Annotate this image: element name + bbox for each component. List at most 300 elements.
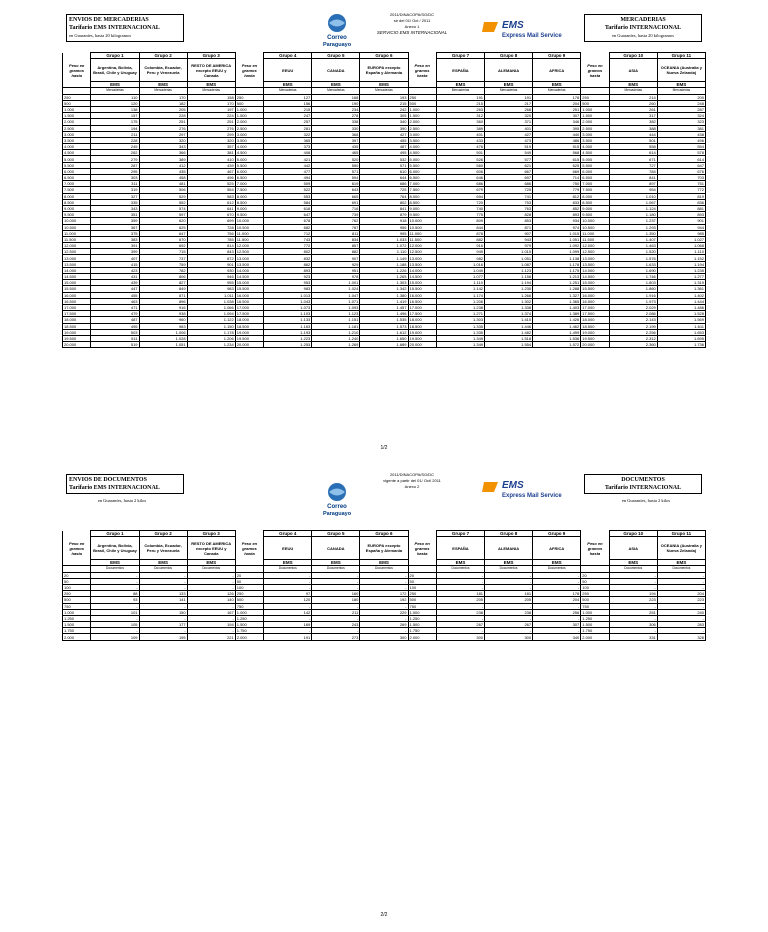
rate-cell: 832 bbox=[264, 255, 312, 261]
rate-cell: 619 bbox=[312, 181, 360, 187]
rate-cell: 1.349 bbox=[436, 335, 484, 341]
weight-cell: 1.250 bbox=[581, 615, 609, 621]
rate-cell: - bbox=[485, 572, 533, 578]
rate-cell: 686 bbox=[436, 181, 484, 187]
rate-cell: 1.068 bbox=[657, 243, 705, 249]
weight-cell: 50 bbox=[408, 578, 436, 584]
weight-cell: 11.500 bbox=[581, 236, 609, 242]
rate-cell: 647 bbox=[657, 162, 705, 168]
group-header: Grupo 10 bbox=[609, 53, 657, 59]
rate-cell: 312 bbox=[436, 113, 484, 119]
rate-cell: - bbox=[533, 628, 581, 634]
ems-label: EMS bbox=[312, 82, 360, 88]
weight-cell: 3.000 bbox=[235, 131, 263, 137]
weight-cell: 1.750 bbox=[408, 628, 436, 634]
rate-cell: 1.038 bbox=[187, 298, 235, 304]
rate-cell: 197 bbox=[187, 106, 235, 112]
rate-cell: 1.916 bbox=[609, 292, 657, 298]
title-right: DOCUMENTOS bbox=[621, 477, 665, 483]
weight-cell: 1.750 bbox=[581, 628, 609, 634]
rate-cell: 267 bbox=[485, 622, 533, 628]
rate-cell: 739 bbox=[312, 212, 360, 218]
rate-cell: 383 bbox=[91, 236, 139, 242]
rate-cell: 126 bbox=[187, 591, 235, 597]
weight-cell: 18.500 bbox=[581, 323, 609, 329]
rate-cell: - bbox=[139, 584, 187, 590]
weight-cell: 11.500 bbox=[235, 236, 263, 242]
rate-cell: - bbox=[436, 628, 484, 634]
rate-cell: 399 bbox=[91, 249, 139, 255]
rate-cell: 193 bbox=[360, 94, 408, 100]
rate-cell: 447 bbox=[91, 286, 139, 292]
weight-cell: 15.000 bbox=[581, 280, 609, 286]
rate-cell: - bbox=[187, 584, 235, 590]
rate-cell: 511 bbox=[91, 335, 139, 341]
rate-cell: 982 bbox=[436, 255, 484, 261]
rate-cell: 357 bbox=[187, 144, 235, 150]
rate-cell: 670 bbox=[187, 212, 235, 218]
rate-cell: 682 bbox=[264, 224, 312, 230]
weight-cell: 4.500 bbox=[63, 150, 91, 156]
weight-cell: 10.500 bbox=[408, 224, 436, 230]
rate-cell: 204 bbox=[533, 597, 581, 603]
weight-cell: 20 bbox=[581, 572, 609, 578]
region-header: EEUU bbox=[264, 59, 312, 82]
rate-cell: - bbox=[91, 615, 139, 621]
type-label: Mercaderias bbox=[436, 88, 484, 94]
rate-cell: 1.238 bbox=[436, 304, 484, 310]
rate-cell: - bbox=[533, 584, 581, 590]
weight-cell: 3.500 bbox=[408, 137, 436, 143]
rate-cell: 1.689 bbox=[360, 342, 408, 348]
weight-cell: 14.500 bbox=[235, 274, 263, 280]
rate-cell: 1.047 bbox=[312, 292, 360, 298]
rate-cell: 297 bbox=[139, 131, 187, 137]
group-header: Grupo 3 bbox=[187, 53, 235, 59]
rate-cell: 1.271 bbox=[436, 311, 484, 317]
weight-cell: 250 bbox=[235, 591, 263, 597]
weight-cell: 7.500 bbox=[235, 187, 263, 193]
rate-cell: 423 bbox=[91, 267, 139, 273]
rate-cell: 1.237 bbox=[609, 218, 657, 224]
paraguayo-word: Paraguayo bbox=[322, 42, 352, 48]
rate-cell: 955 bbox=[187, 280, 235, 286]
rate-cell: 953 bbox=[264, 280, 312, 286]
rate-cell: 1.335 bbox=[436, 329, 484, 335]
rate-cell: 343 bbox=[139, 144, 187, 150]
rate-cell: 949 bbox=[436, 249, 484, 255]
weight-cell: 6.000 bbox=[235, 168, 263, 174]
rate-cell: 750 bbox=[533, 181, 581, 187]
weight-cell: 5.500 bbox=[581, 162, 609, 168]
weight-cell: 1.500 bbox=[408, 622, 436, 628]
rate-cell: 431 bbox=[91, 274, 139, 280]
region-header: OCEANIA (Australia y Nueva Zelanda) bbox=[657, 537, 705, 560]
weight-cell: 7.000 bbox=[581, 181, 609, 187]
rate-cell: 665 bbox=[312, 193, 360, 199]
rate-cell: 1.071 bbox=[312, 298, 360, 304]
page-documents bbox=[62, 472, 706, 918]
rate-cell: 320 bbox=[187, 137, 235, 143]
annex: Anexo 2 bbox=[404, 484, 420, 489]
weight-cell: 19.500 bbox=[581, 335, 609, 341]
rate-cell: 444 bbox=[609, 131, 657, 137]
rate-cell: 568 bbox=[533, 150, 581, 156]
rate-cell: 467 bbox=[187, 168, 235, 174]
rate-cell: 180 bbox=[312, 597, 360, 603]
weight-cell: 6.500 bbox=[235, 175, 263, 181]
weight-cell: 1.500 bbox=[408, 113, 436, 119]
rate-cell: 1.335 bbox=[436, 323, 484, 329]
rate-cell: - bbox=[657, 572, 705, 578]
rate-cell: 583 bbox=[187, 193, 235, 199]
rate-cell: 1.746 bbox=[609, 274, 657, 280]
rate-cell: 594 bbox=[312, 175, 360, 181]
rate-cell: 1.093 bbox=[312, 304, 360, 310]
weight-cell: 13.500 bbox=[235, 261, 263, 267]
rate-cell: 224 bbox=[187, 113, 235, 119]
rate-cell: 995 bbox=[360, 230, 408, 236]
rate-cell: 727 bbox=[609, 162, 657, 168]
weight-header: Peso en gramos hasta bbox=[63, 59, 91, 82]
rate-cell: 279 bbox=[91, 156, 139, 162]
rate-cell: 181 bbox=[485, 591, 533, 597]
rate-cell: 440 bbox=[533, 131, 581, 137]
weight-cell: 4.500 bbox=[408, 150, 436, 156]
rate-cell: - bbox=[91, 572, 139, 578]
rate-cell: 764 bbox=[360, 193, 408, 199]
weight-cell: 17.500 bbox=[408, 311, 436, 317]
ref-code: 2011/DINACOPA/SG/DC bbox=[389, 12, 435, 17]
weight-cell: 500 bbox=[581, 100, 609, 106]
rate-cell: 1.520 bbox=[609, 249, 657, 255]
rate-cell: 1.253 bbox=[264, 342, 312, 348]
rate-cell: 1.178 bbox=[533, 261, 581, 267]
rate-cell: 694 bbox=[436, 193, 484, 199]
rate-cell: 397 bbox=[312, 137, 360, 143]
rate-cell: 520 bbox=[312, 156, 360, 162]
rate-cell: 389 bbox=[139, 156, 187, 162]
rate-cell: 1.210 bbox=[312, 329, 360, 335]
rate-cell: 1.612 bbox=[360, 329, 408, 335]
weight-cell: 1.000 bbox=[63, 609, 91, 615]
rate-cell: 1.361 bbox=[657, 286, 705, 292]
rate-cell: 1.288 bbox=[533, 286, 581, 292]
rate-cell: 169 bbox=[264, 622, 312, 628]
weight-cell: 750 bbox=[63, 603, 91, 609]
rate-cell: 194 bbox=[187, 622, 235, 628]
rate-cell: - bbox=[187, 615, 235, 621]
region-header: ASIA bbox=[609, 537, 657, 560]
rate-cell: 775 bbox=[436, 212, 484, 218]
weight-cell: 16.000 bbox=[63, 292, 91, 298]
rate-cell: 1.213 bbox=[533, 274, 581, 280]
weight-cell: 500 bbox=[235, 597, 263, 603]
weight-cell: 500 bbox=[63, 597, 91, 603]
rate-cell: - bbox=[139, 615, 187, 621]
correo-word: Correo bbox=[327, 35, 347, 41]
rate-cell: 918 bbox=[360, 218, 408, 224]
rate-cell: 1.181 bbox=[312, 323, 360, 329]
ems-label: EMS bbox=[360, 560, 408, 566]
rate-cell: 1.194 bbox=[657, 261, 705, 267]
type-label: Documentos bbox=[485, 566, 533, 572]
rate-cell: 1.611 bbox=[657, 323, 705, 329]
rate-cell: - bbox=[91, 578, 139, 584]
weight-cell: 9.000 bbox=[581, 205, 609, 211]
rate-cell: 109 bbox=[91, 634, 139, 640]
weight-cell: 14.000 bbox=[235, 267, 263, 273]
rate-cell: 1.860 bbox=[609, 286, 657, 292]
rate-cell: 223 bbox=[609, 597, 657, 603]
weight-cell: 9.500 bbox=[408, 212, 436, 218]
ems-subtext: Express Mail Service bbox=[502, 493, 562, 499]
weight-cell: 5.500 bbox=[408, 162, 436, 168]
rate-cell: 725 bbox=[485, 187, 533, 193]
group-header: Grupo 2 bbox=[139, 53, 187, 59]
weight-cell: 5.500 bbox=[235, 162, 263, 168]
title-right-2: Tarifario INTERNACIONAL bbox=[604, 485, 682, 491]
type-label: Mercaderias bbox=[91, 88, 139, 94]
rate-cell: 647 bbox=[139, 230, 187, 236]
weight-cell: 18.000 bbox=[581, 317, 609, 323]
weight-cell: 14.500 bbox=[408, 274, 436, 280]
rate-cell: - bbox=[436, 615, 484, 621]
weight-cell: 16.500 bbox=[581, 298, 609, 304]
weight-cell: 17.500 bbox=[581, 311, 609, 317]
region-header: OCEANIA (Australia y Nueva Zelanda) bbox=[657, 59, 705, 82]
rate-cell: 751 bbox=[657, 181, 705, 187]
rate-cell: 1.277 bbox=[657, 274, 705, 280]
rate-cell: 281 bbox=[264, 125, 312, 131]
rate-cell: - bbox=[360, 578, 408, 584]
rate-cell: 251 bbox=[187, 119, 235, 125]
weight-cell: 9.000 bbox=[408, 205, 436, 211]
rate-cell: 787 bbox=[312, 224, 360, 230]
rate-cell: 772 bbox=[657, 187, 705, 193]
rate-cell: - bbox=[609, 572, 657, 578]
rate-cell: 852 bbox=[533, 205, 581, 211]
rate-cell: 954 bbox=[609, 187, 657, 193]
rate-cell: - bbox=[264, 628, 312, 634]
rate-cell: 983 bbox=[139, 323, 187, 329]
rate-cell: 140 bbox=[187, 597, 235, 603]
rate-cell: 395 bbox=[533, 125, 581, 131]
rate-cell: 410 bbox=[187, 156, 235, 162]
rate-cell: 120 bbox=[91, 100, 139, 106]
rate-cell: 476 bbox=[436, 144, 484, 150]
group-header: Grupo 3 bbox=[187, 531, 235, 537]
rate-cell: 2.199 bbox=[609, 323, 657, 329]
subtitle-left: en Guaraníes, hasta 2 kilos bbox=[97, 498, 147, 503]
weight-cell: 7.000 bbox=[235, 181, 263, 187]
paraguayo-word: Paraguayo bbox=[322, 511, 352, 516]
weight-cell: 19.500 bbox=[235, 335, 263, 341]
weight-cell: 500 bbox=[235, 100, 263, 106]
rate-cell: - bbox=[91, 628, 139, 634]
weight-cell: 6.500 bbox=[408, 175, 436, 181]
rate-cell: 317 bbox=[609, 113, 657, 119]
weight-cell: 250 bbox=[63, 591, 91, 597]
rate-cell: 938 bbox=[139, 311, 187, 317]
weight-cell: 11.500 bbox=[408, 236, 436, 242]
rate-cell: 1.234 bbox=[187, 342, 235, 348]
weight-cell: 8.000 bbox=[235, 193, 263, 199]
rate-cell: 725 bbox=[360, 187, 408, 193]
rate-cell: 267 bbox=[436, 622, 484, 628]
rate-cell: 1.013 bbox=[264, 292, 312, 298]
rate-cell: - bbox=[264, 584, 312, 590]
type-label: Documentos bbox=[533, 566, 581, 572]
rate-cell: 802 bbox=[264, 249, 312, 255]
rate-cell: 1.051 bbox=[139, 342, 187, 348]
weight-cell: 500 bbox=[408, 100, 436, 106]
rate-cell: 1.389 bbox=[533, 311, 581, 317]
group-header: Grupo 7 bbox=[436, 53, 484, 59]
rate-cell: 526 bbox=[436, 156, 484, 162]
rate-cell: 784 bbox=[609, 168, 657, 174]
correo-paraguayo-logo bbox=[312, 12, 362, 50]
rate-cell: 390 bbox=[360, 125, 408, 131]
rate-cell: 458 bbox=[139, 175, 187, 181]
rate-cell: 553 bbox=[264, 193, 312, 199]
rate-cell: 238 bbox=[436, 609, 484, 615]
rate-cell: - bbox=[264, 578, 312, 584]
rate-cell: 97 bbox=[264, 591, 312, 597]
rate-cell: 200 bbox=[657, 94, 705, 100]
rate-cell: 240 bbox=[657, 609, 705, 615]
weight-cell: 3.500 bbox=[581, 137, 609, 143]
weight-cell: 4.000 bbox=[581, 144, 609, 150]
table-row bbox=[63, 634, 706, 640]
rate-cell: 1.087 bbox=[485, 261, 533, 267]
rate-cell: 2.256 bbox=[609, 329, 657, 335]
weight-cell: 12.000 bbox=[235, 243, 263, 249]
rate-cell: 772 bbox=[264, 243, 312, 249]
rate-cell: 287 bbox=[657, 106, 705, 112]
rate-cell: 191 bbox=[485, 94, 533, 100]
group-header: Grupo 6 bbox=[360, 53, 408, 59]
rate-cell: 371 bbox=[485, 119, 533, 125]
rate-cell: 351 bbox=[91, 212, 139, 218]
weight-cell: 100 bbox=[235, 584, 263, 590]
weight-cell: 18.000 bbox=[235, 317, 263, 323]
weight-cell: 11.500 bbox=[63, 236, 91, 242]
region-header: ESPAÑA bbox=[436, 537, 484, 560]
rate-cell: 479 bbox=[91, 311, 139, 317]
rate-cell: 127 bbox=[264, 94, 312, 100]
weight-cell: 5.000 bbox=[235, 156, 263, 162]
title-left: ENVIOS DE DOCUMENTOS bbox=[69, 477, 147, 483]
weight-cell: 15.500 bbox=[581, 286, 609, 292]
header-center-info bbox=[362, 472, 462, 490]
rate-cell: 712 bbox=[264, 230, 312, 236]
rate-cell: 360 bbox=[436, 119, 484, 125]
rate-cell: - bbox=[187, 628, 235, 634]
rate-cell: 1.528 bbox=[657, 311, 705, 317]
rate-cell: 1.303 bbox=[360, 280, 408, 286]
weight-cell: 20.000 bbox=[63, 342, 91, 348]
rate-cell: - bbox=[609, 628, 657, 634]
weight-cell: 9.000 bbox=[63, 205, 91, 211]
weight-cell: 1.000 bbox=[581, 106, 609, 112]
rate-cell: 1.043 bbox=[264, 298, 312, 304]
weight-cell: 20.000 bbox=[408, 342, 436, 348]
group-header: Grupo 9 bbox=[533, 531, 581, 537]
type-label: Documentos bbox=[91, 566, 139, 572]
rate-cell: 1.349 bbox=[436, 342, 484, 348]
rate-cell: 138 bbox=[91, 106, 139, 112]
rate-cell: - bbox=[360, 572, 408, 578]
ems-label: EMS bbox=[91, 560, 139, 566]
rate-cell: 331 bbox=[609, 634, 657, 640]
group-header: Grupo 1 bbox=[91, 53, 139, 59]
rate-cell: 389 bbox=[436, 125, 484, 131]
rate-cell: 1.188 bbox=[360, 261, 408, 267]
rate-cell: 616 bbox=[264, 205, 312, 211]
rate-cell: 1.175 bbox=[533, 267, 581, 273]
rate-cell: 669 bbox=[533, 168, 581, 174]
rate-cell: 1.653 bbox=[657, 329, 705, 335]
rate-cell: 615 bbox=[533, 156, 581, 162]
type-label: Documentos bbox=[360, 566, 408, 572]
weight-cell: 14.000 bbox=[408, 267, 436, 273]
rate-cell: 1.110 bbox=[657, 249, 705, 255]
rate-cell: 205 bbox=[436, 597, 484, 603]
rate-cell: 1.535 bbox=[360, 317, 408, 323]
page-number: 1/2 bbox=[380, 445, 388, 451]
rate-cell: 1.133 bbox=[264, 317, 312, 323]
rate-cell: 501 bbox=[609, 137, 657, 143]
rate-cell: 956 bbox=[360, 224, 408, 230]
rate-cell: 550 bbox=[312, 162, 360, 168]
service-name: SERVICIO EMS INTERNACIONAL bbox=[376, 30, 448, 35]
rate-cell: 1.573 bbox=[360, 323, 408, 329]
weight-cell: 2.000 bbox=[581, 634, 609, 640]
weight-cell: 500 bbox=[408, 597, 436, 603]
rate-cell: 415 bbox=[91, 261, 139, 267]
rate-cell: 893 bbox=[657, 212, 705, 218]
rate-cell: 101 bbox=[91, 609, 139, 615]
rate-cell: 427 bbox=[485, 131, 533, 137]
rate-cell: 247 bbox=[264, 113, 312, 119]
rate-cell: 577 bbox=[485, 156, 533, 162]
weight-cell: 3.000 bbox=[581, 131, 609, 137]
rate-cell: 597 bbox=[139, 212, 187, 218]
rate-cell: - bbox=[360, 584, 408, 590]
rate-cell: 1.462 bbox=[533, 323, 581, 329]
rate-cell: 215 bbox=[264, 106, 312, 112]
rate-cell: 1.499 bbox=[533, 329, 581, 335]
rate-cell: 929 bbox=[312, 261, 360, 267]
ems-label: EMS bbox=[609, 560, 657, 566]
weight-cell: 250 bbox=[63, 94, 91, 100]
weight-cell: 3.500 bbox=[63, 137, 91, 143]
rate-cell: 1.051 bbox=[533, 236, 581, 242]
rate-cell: 1.151 bbox=[312, 317, 360, 323]
weight-cell: 5.000 bbox=[63, 156, 91, 162]
rate-cell: 584 bbox=[264, 199, 312, 205]
rate-cell: 439 bbox=[91, 280, 139, 286]
rate-cell: 907 bbox=[312, 255, 360, 261]
weight-cell: 1.500 bbox=[581, 622, 609, 628]
rate-cell: 1.327 bbox=[533, 292, 581, 298]
rate-cell: 195 bbox=[139, 634, 187, 640]
rate-cell: 167 bbox=[187, 609, 235, 615]
rate-cell: - bbox=[264, 603, 312, 609]
rate-cell: 1.124 bbox=[609, 205, 657, 211]
weight-cell: 7.500 bbox=[63, 187, 91, 193]
